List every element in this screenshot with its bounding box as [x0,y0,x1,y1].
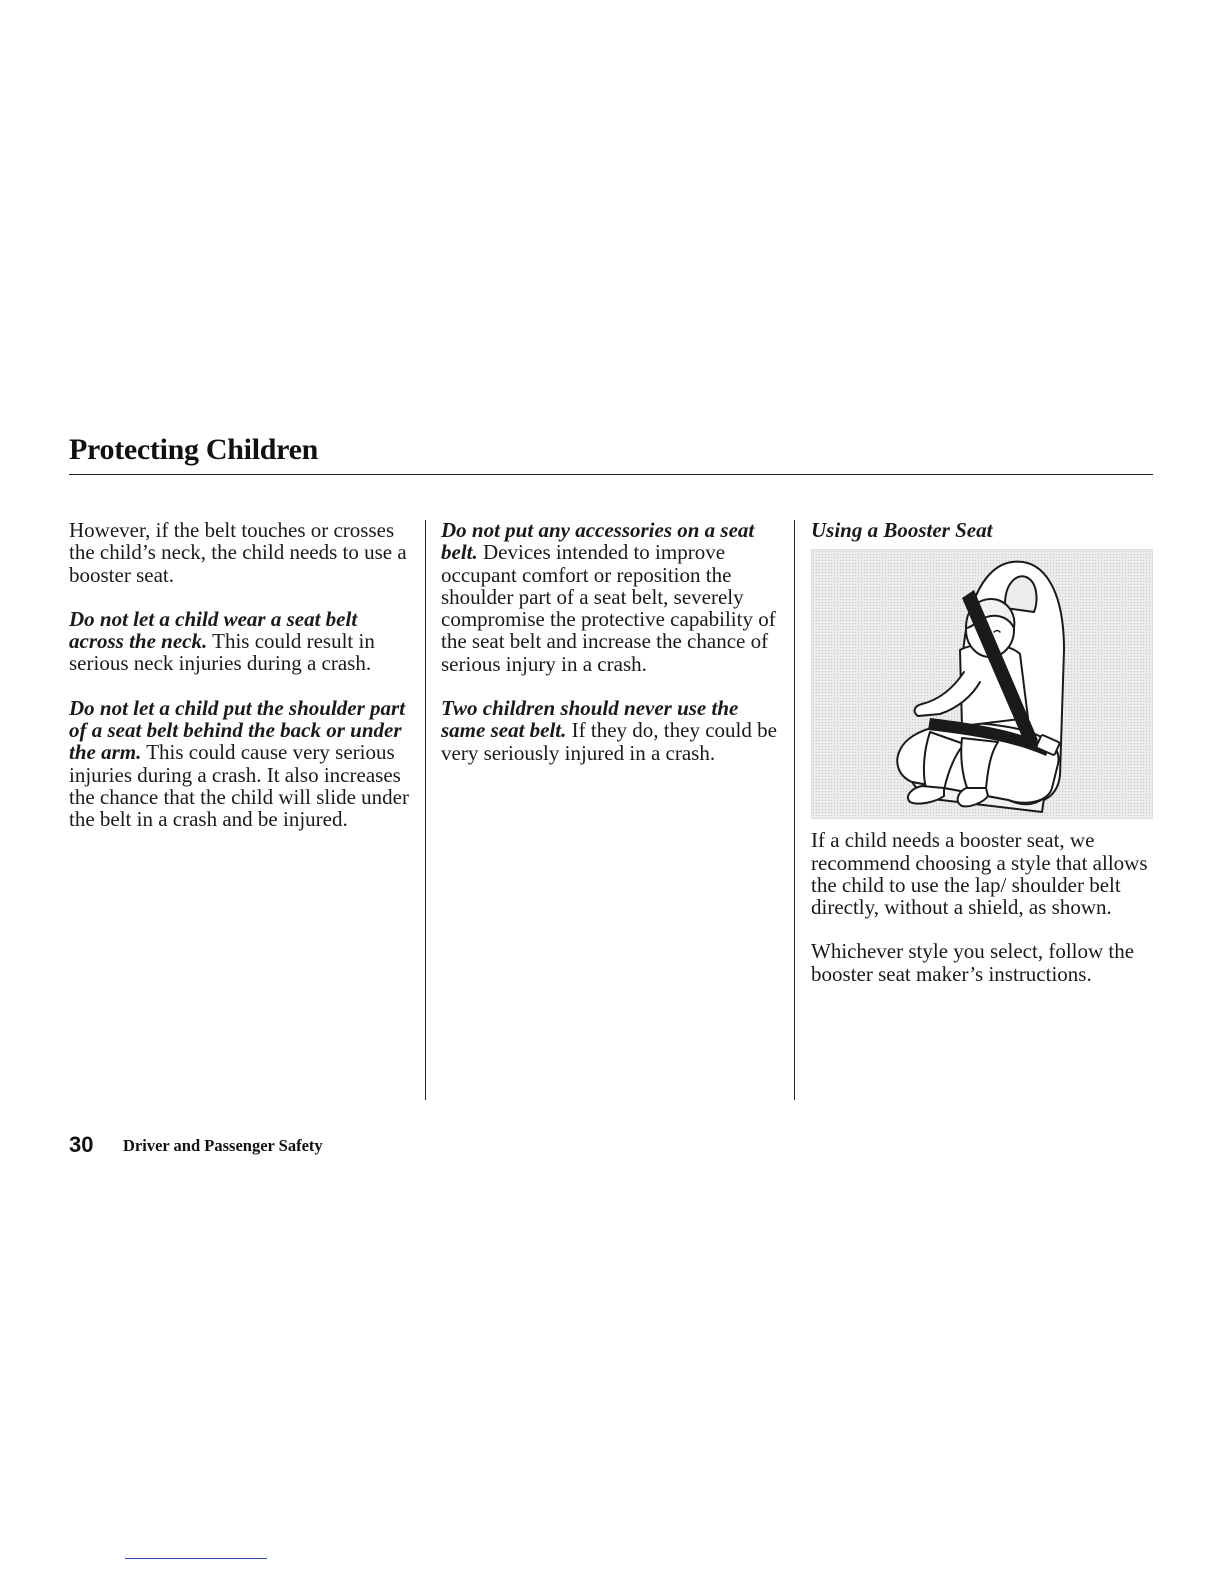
booster-seat-illustration [811,549,1153,819]
warning-text: Do not put any accessories on a seat belt. [441,518,755,565]
booster-seat-subheading: Using a Booster Seat [811,518,993,542]
paragraph-neck-booster: However, if the belt touches or crosses the child’s neck, the child needs to use a booster seat. [69,518,407,587]
child-in-booster-seat-icon [812,550,1154,820]
warning-text: Do not let a child put the shoulder part of a seat belt behind the back or under the arm. [69,695,406,765]
title-divider [69,474,1153,475]
link-underline [125,1558,267,1559]
column-divider [425,520,426,1100]
paragraph-booster-recommendation: If a child needs a booster seat, we recommend choosing a style that allows the child to use the lap/ shoulder belt directly, without a shield, as shown. [811,828,1148,920]
page-title: Protecting Children [69,433,319,466]
page-number: 30 [69,1132,94,1157]
paragraph-shoulder-warning [69,697,414,831]
section-name: Driver and Passenger Safety [123,1136,323,1155]
column-divider [794,520,795,1100]
column-2 [441,519,786,786]
paragraph-accessories-warning [441,519,786,675]
warning-text: Do not let a child wear a seat belt across the neck. [69,606,358,654]
column-3 [811,519,1156,1007]
body-text: This could cause very serious injuries during a crash. It also increases the chance that the child will slide under the belt in a crash and be injured. [69,740,409,832]
body-text: This could result in serious neck injuries during a crash. [69,629,375,676]
warning-text: Two children should never use the same seat belt. [441,696,739,743]
paragraph-neck-warning [69,608,414,675]
body-text: Devices intended to improve occupant comfort or reposition the shoulder part of a seat belt, severely compromise the protective capability of the seat belt and increase the chance of serious injury in a crash. [441,540,776,676]
column-1 [69,519,414,853]
paragraph-booster-instructions: Whichever style you select, follow the booster seat maker’s instructions. [811,939,1135,986]
child-shoe-shape [908,786,944,804]
paragraph-shared-belt-warning [441,697,786,764]
body-text: If they do, they could be very seriously injured in a crash. [441,718,777,765]
